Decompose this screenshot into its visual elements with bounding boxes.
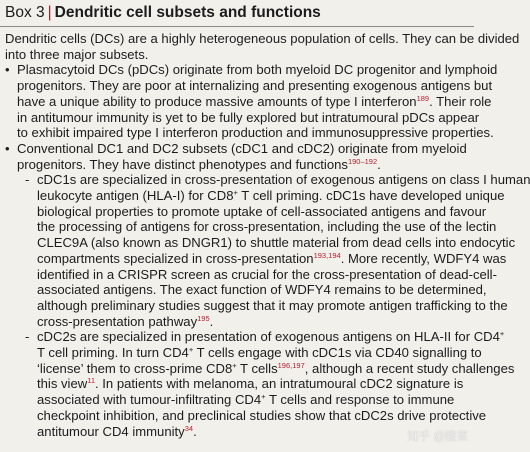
line-text: although preliminary studies suggest that it may promote antigen trafficking to the: [37, 297, 508, 313]
line-text: T cell priming. In turn CD4: [37, 345, 189, 361]
line-text: associated with tumour-infiltrating CD4: [37, 392, 262, 408]
intro-line: Dendritic cells (DCs) are a highly heterogeneous population of cells. They can be divided: [5, 31, 520, 46]
text-line: [37, 360, 515, 377]
citation-ref: 189: [416, 93, 430, 103]
text-line: [37, 407, 487, 424]
text-line: [37, 266, 497, 283]
text-line: [37, 219, 497, 235]
text-line: [17, 125, 494, 141]
text-line: [37, 235, 516, 251]
bullet-marker: -: [25, 329, 30, 345]
line-text: , although a recent study challenges: [304, 360, 515, 376]
line-text: to exhibit impaired type I interferon production and immunosuppressive properties.: [17, 125, 494, 141]
citation-ref: 195: [197, 313, 210, 323]
text-line: [17, 109, 480, 126]
text-line: [17, 157, 471, 173]
line-text: have a unique ability to produce massive amounts of type I interferon: [17, 93, 417, 109]
bullet-marker: •: [5, 140, 10, 156]
citation-ref: 196,197: [277, 360, 305, 370]
line-text: cross-presentation pathway: [37, 313, 198, 329]
line-text: T cells and response to immune: [265, 392, 455, 408]
bullet-marker: •: [5, 62, 10, 78]
line-text: T cells engage with cDC1s via CD40 signalling to: [193, 345, 482, 361]
line-text: antitumour CD4 immunity: [37, 423, 185, 439]
text-line: [37, 329, 505, 345]
box-title: Dendritic cell subsets and functions: [54, 4, 321, 21]
text-line: [37, 250, 507, 267]
superscript-plus: +: [188, 345, 194, 355]
text-line: [37, 424, 471, 440]
intro-paragraph: [5, 31, 520, 62]
line-text: leukocyte antigen (HLA-I) for CD8: [37, 188, 234, 204]
line-text: checkpoint inhibition, and preclinical studies show that cDC2s drive protective: [37, 407, 487, 423]
citation-ref: 34: [184, 423, 194, 433]
line-text: biological properties to promote uptake of cell-associated antigens and favour: [37, 203, 487, 219]
watermark: 知乎 @酸菜: [407, 431, 468, 443]
citation-ref: 11: [87, 376, 96, 386]
sub-bullet-list: [5, 172, 530, 439]
line-text: T cells: [236, 360, 278, 376]
box-header: [0, 0, 474, 27]
text-line: [17, 93, 492, 110]
text-line: [37, 282, 487, 298]
line-text: the processing of antigens for cross-presentation, including the use of the lectin: [37, 219, 497, 235]
text-line: [37, 345, 482, 361]
text-line: [17, 78, 493, 94]
line-text: . In patients with melanoma, an intratumoural cDC2 signature is: [95, 376, 464, 392]
line-text: . Their role: [429, 93, 492, 109]
citation-ref: 193,194: [313, 250, 341, 260]
text-line: [37, 203, 487, 220]
line-text: associated antigens. The exact function of WDFY4 remains to be determined,: [37, 282, 487, 298]
line-text: cDC1s are specialized in cross-presentation of exogenous antigens on class I human: [37, 172, 530, 188]
line-text: .: [209, 313, 214, 329]
text-line: [37, 392, 471, 408]
sub-bullet-item: [5, 329, 515, 439]
text-line: [37, 297, 508, 314]
superscript-plus: +: [233, 188, 238, 198]
box-label: Box 3: [5, 4, 45, 21]
bullet-list: [5, 62, 498, 172]
line-text: compartments specialized in cross-presentation: [37, 250, 314, 266]
sub-bullet-item: [5, 172, 530, 329]
line-text: .: [377, 156, 381, 172]
line-text: progenitors. They have distinct phenotypes and functions: [17, 156, 348, 172]
line-text: ‘license’ them to cross-prime CD8: [37, 360, 233, 376]
line-text: identified in a CRISPR screen as crucial for the cross-presentation of dead-cell-: [37, 266, 497, 282]
line-text: CLEC9A (also known as DNGR1) to shuttle material from dead cells into endocytic: [37, 235, 516, 251]
line-text: . More recently, WDFY4 was: [340, 250, 507, 266]
bullet-item: [5, 62, 498, 141]
text-line: [17, 62, 498, 78]
line-text: in antitumour immunity is yet to be fully explored but intratumoural pDCs appear: [17, 109, 480, 125]
superscript-plus: +: [232, 360, 237, 370]
text-line: [37, 376, 471, 392]
text-line: [37, 314, 471, 330]
line-text: T cell priming. cDC1s have developed unique: [237, 188, 505, 204]
line-text: .: [193, 423, 197, 439]
intro-line: into three major subsets.: [5, 46, 149, 62]
bullet-marker: -: [25, 172, 30, 188]
header-separator: |: [47, 4, 52, 21]
line-text: progenitors. They are poor at internalizing and presenting exogenous antigens but: [17, 78, 493, 94]
line-text: cDC2s are specialized in presentation of exogenous antigens on HLA-II for CD4: [37, 329, 500, 345]
text-line: [37, 188, 505, 204]
line-text: Plasmacytoid DCs (pDCs) originate from both myeloid DC progenitor and lymphoid: [17, 62, 498, 78]
superscript-plus: +: [499, 329, 505, 339]
text-line: [37, 172, 530, 188]
line-text: Conventional DC1 and DC2 subsets (cDC1 and cDC2) originate from myeloid: [17, 140, 467, 156]
bullet-item: [5, 141, 471, 172]
citation-ref: 190–192: [347, 156, 378, 166]
box-content: [5, 31, 530, 439]
line-text: this view: [37, 376, 88, 392]
superscript-plus: +: [261, 392, 266, 402]
text-line: [17, 141, 471, 157]
